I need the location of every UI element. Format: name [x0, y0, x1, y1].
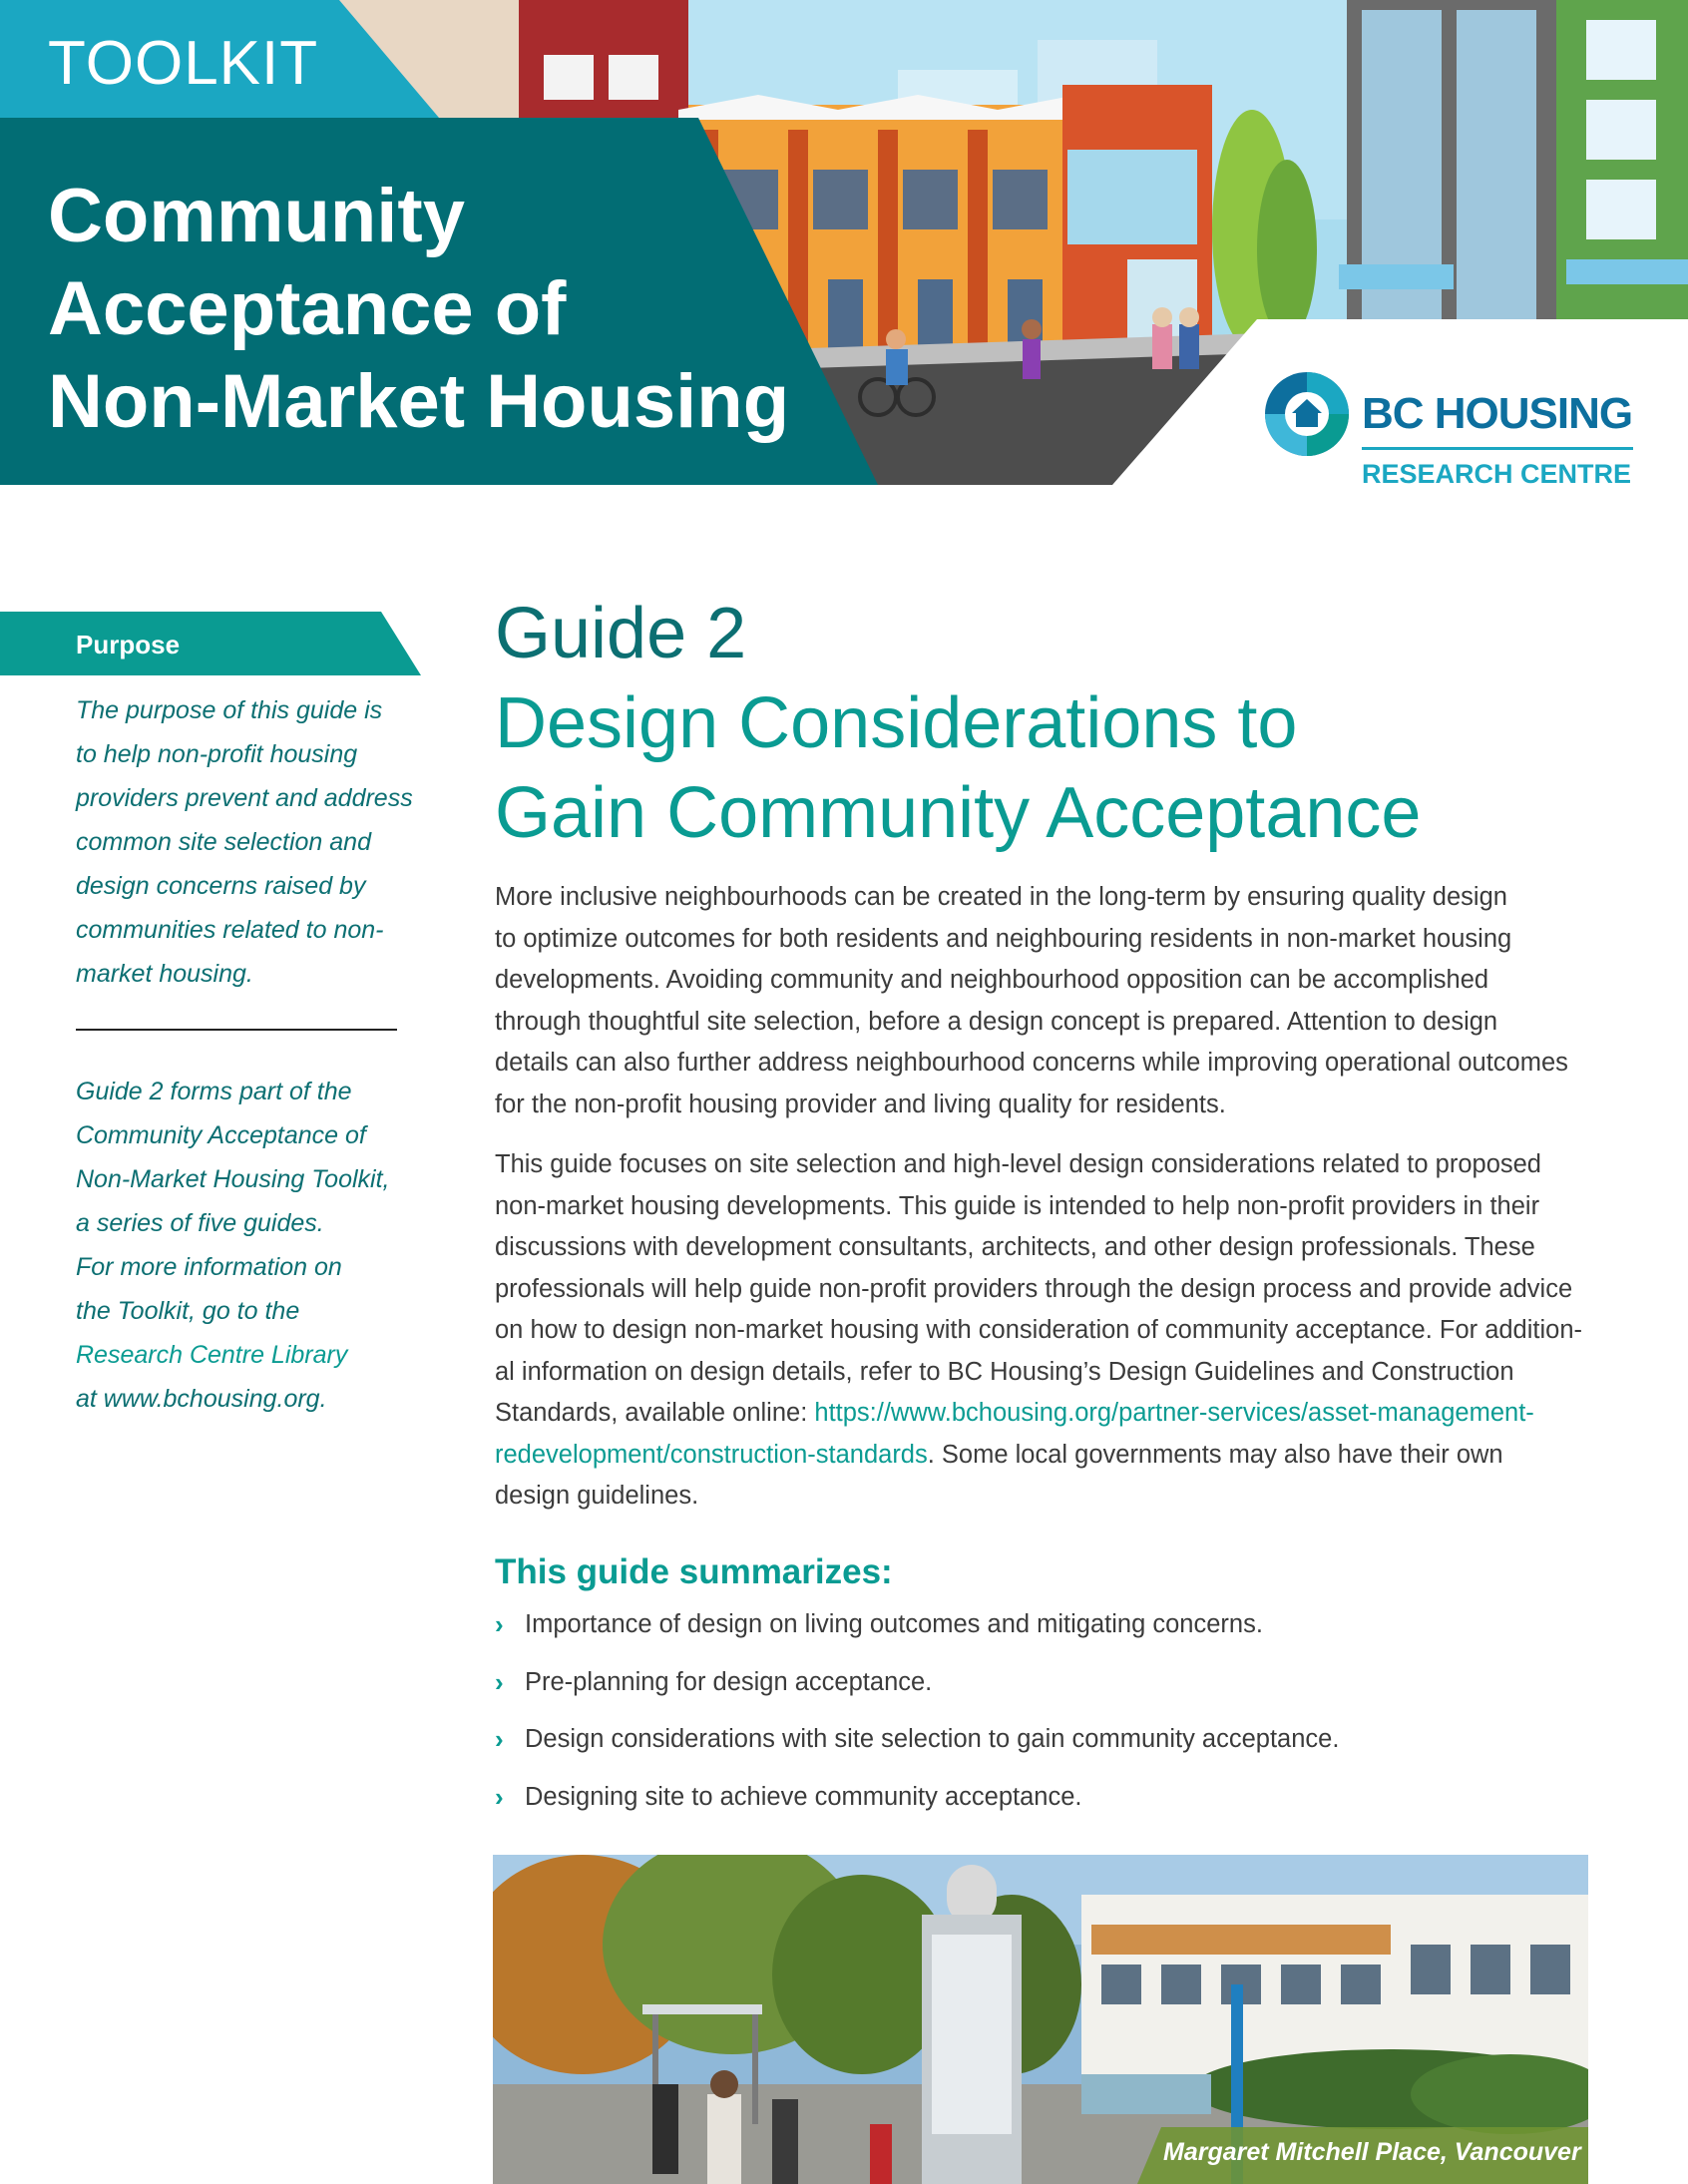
chevron-right-icon: › — [495, 1724, 504, 1754]
purpose-heading: Purpose — [76, 630, 181, 659]
summary-item-text: Importance of design on living outcomes and mitigating concerns. — [525, 1610, 1263, 1638]
toolkit-title — [48, 170, 806, 448]
purpose-tab — [0, 612, 421, 675]
purpose-text — [76, 688, 425, 996]
chevron-right-icon: › — [495, 1609, 504, 1639]
purpose-line: design concerns raised by — [76, 872, 366, 900]
logo-subtitle: RESEARCH CENTRE — [1362, 459, 1632, 485]
intro-paragraph — [495, 877, 1642, 1125]
paragraph-line — [495, 1393, 1642, 1435]
toolkit-title-line: Acceptance of — [48, 266, 567, 351]
toolkit-info-line: Guide 2 forms part of the — [76, 1078, 352, 1105]
summary-item-text: Designing site to achieve community acceptance. — [525, 1782, 1082, 1811]
toolkit-info-line: Community Acceptance of — [76, 1121, 366, 1149]
construction-standards-link-continued[interactable]: redevelopment/construction-standards — [495, 1440, 928, 1469]
summary-item-text: Pre-planning for design acceptance. — [525, 1667, 933, 1696]
guide-number: Guide 2 — [495, 594, 747, 673]
paragraph-line: al information on design details, refer to BC Housing’s Design Guidelines and Construction — [495, 1357, 1514, 1386]
summary-item — [495, 1666, 1339, 1724]
chevron-right-icon: › — [495, 1781, 504, 1812]
photo-caption: Margaret Mitchell Place, Vancouver — [1163, 2138, 1581, 2166]
paragraph-line: More inclusive neighbourhoods can be created in the long-term by ensuring quality design — [495, 883, 1507, 911]
summary-list — [495, 1608, 1339, 1838]
paragraph-line: to optimize outcomes for both residents and neighbouring residents in non-market housing — [495, 924, 1512, 953]
research-centre-library-link[interactable]: Research Centre Library — [76, 1341, 348, 1369]
purpose-line: market housing. — [76, 960, 253, 988]
paragraph-line: non-market housing developments. This guide is intended to help non-profit providers in their — [495, 1191, 1540, 1220]
guide-title — [495, 589, 1652, 858]
purpose-line: The purpose of this guide is — [76, 696, 383, 724]
chevron-right-icon: › — [495, 1666, 504, 1697]
focus-paragraph — [495, 1144, 1642, 1518]
paragraph-line: details can also further address neighbourhood concerns while improving operational outcomes — [495, 1049, 1568, 1077]
toolkit-info-line: Non-Market Housing Toolkit, — [76, 1165, 390, 1193]
paragraph-line: on how to design non-market housing with consideration of community acceptance. For addition- — [495, 1316, 1583, 1344]
toolkit-info-line: a series of five guides. — [76, 1209, 324, 1237]
summary-item-text: Design considerations with site selection to gain community acceptance. — [525, 1725, 1340, 1753]
paragraph-line: through thoughtful site selection, before a design concept is prepared. Attention to design — [495, 1007, 1498, 1036]
after-link-text: . Some local governments may also have their own — [927, 1440, 1503, 1469]
bc-housing-logo-icon — [1262, 369, 1352, 459]
toolkit-info-line: the Toolkit, go to the — [76, 1297, 300, 1325]
summary-item — [495, 1608, 1339, 1666]
paragraph-line: for the non-profit housing provider and living quality for residents. — [495, 1090, 1226, 1118]
header-banner — [0, 0, 1688, 485]
purpose-line: providers prevent and address — [76, 784, 413, 812]
purpose-line: communities related to non- — [76, 916, 384, 944]
summary-item — [495, 1781, 1339, 1839]
purpose-line: common site selection and — [76, 828, 371, 856]
paragraph-line: discussions with development consultants, architects, and other design professionals. These — [495, 1233, 1535, 1261]
toolkit-title-line: Non-Market Housing — [48, 359, 790, 444]
paragraph-line: This guide focuses on site selection and high-level design considerations related to proposed — [495, 1150, 1541, 1178]
purpose-line: to help non-profit housing — [76, 740, 358, 768]
paragraph-line: developments. Avoiding community and neighbourhood opposition can be accomplished — [495, 966, 1489, 994]
paragraph-line: professionals will help guide non-profit providers through the design process and provide advice — [495, 1274, 1573, 1303]
logo-divider — [1362, 447, 1633, 450]
website-line: at www.bchousing.org. — [76, 1385, 327, 1413]
paragraph-line: design guidelines. — [495, 1482, 699, 1510]
guide-title-line: Gain Community Acceptance — [495, 773, 1422, 853]
standards-prefix: Standards, available online: — [495, 1399, 815, 1427]
construction-standards-link[interactable]: https://www.bchousing.org/partner-services/asset-management- — [814, 1399, 1534, 1427]
toolkit-info-text — [76, 1070, 425, 1421]
sidebar-divider — [76, 1029, 397, 1031]
guide-title-line: Design Considerations to — [495, 683, 1298, 763]
paragraph-line — [495, 1435, 1642, 1477]
toolkit-label: TOOLKIT — [48, 29, 319, 98]
summary-heading: This guide summarizes: — [495, 1552, 893, 1591]
toolkit-title-line: Community — [48, 174, 465, 258]
summary-item — [495, 1723, 1339, 1781]
toolkit-info-line: For more information on — [76, 1253, 342, 1281]
logo-wordmark: BC HOUSING — [1362, 389, 1633, 438]
bc-housing-logo — [1262, 369, 1661, 485]
